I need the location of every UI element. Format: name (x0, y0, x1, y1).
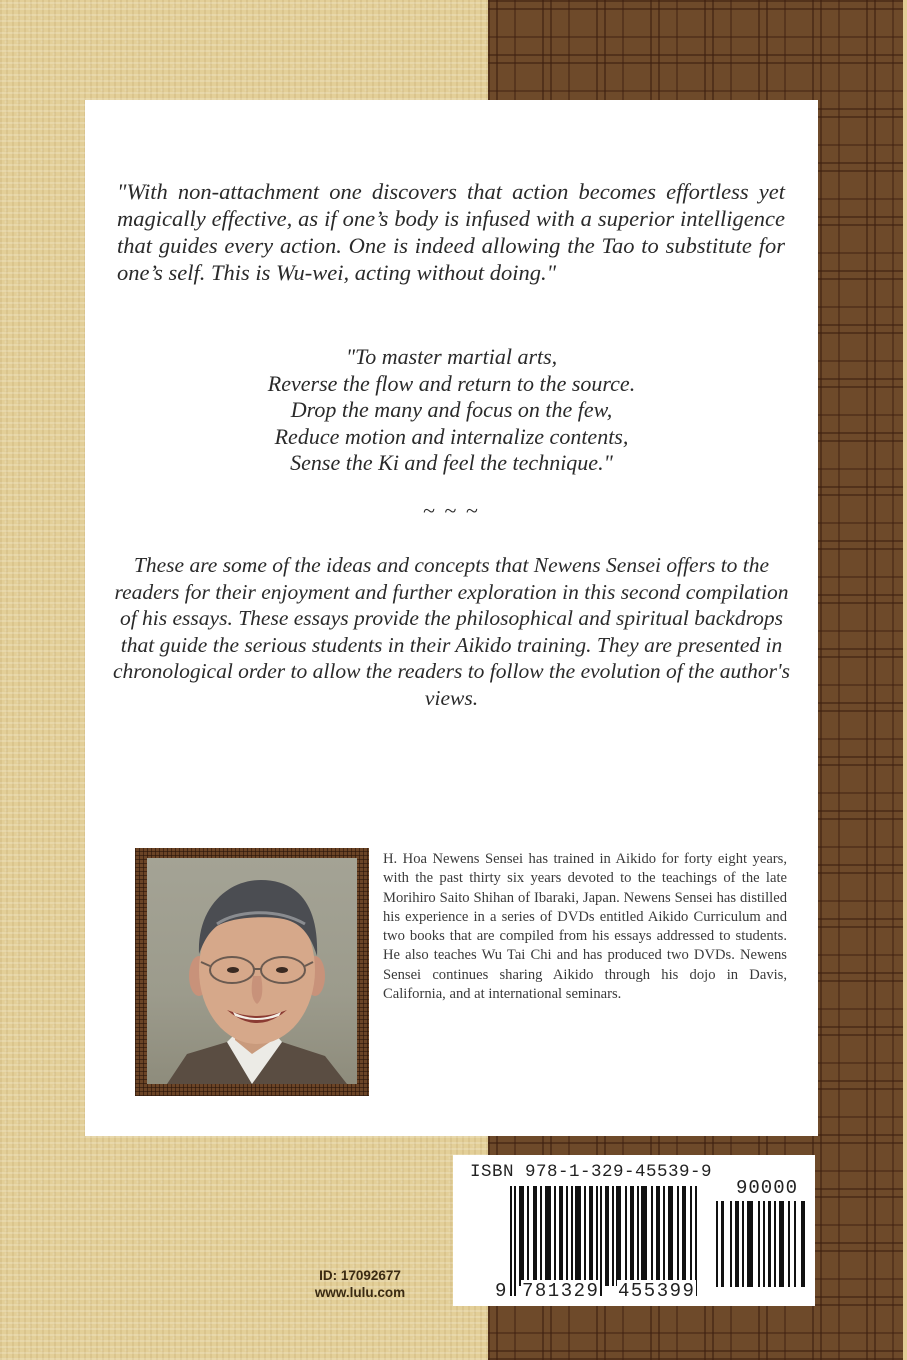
book-description: These are some of the ideas and concepts that Newens Sensei offers to the readers for their enjoyment and further exploration in this second compilation of his essays. These essays provide the philosophical and spiritual backdrops that guide the serious students in their Aikido training. They are presented in chronological order to allow the readers to follow the evolution of the author's views. (112, 553, 791, 710)
poem-line: Drop the many and focus on the few, (290, 397, 613, 422)
author-photo (147, 858, 357, 1084)
publisher-id: ID: 17092677 (319, 1268, 401, 1283)
isbn-barcode (453, 1155, 815, 1306)
poem-line: Reduce motion and internalize contents, (274, 423, 629, 449)
publisher-url: www.lulu.com (314, 1285, 406, 1300)
publisher-info (280, 1267, 440, 1301)
price-code: 90000 (736, 1177, 799, 1199)
isbn-label: ISBN 978-1-329-45539-9 (470, 1162, 713, 1182)
section-separator: ~ ~ ~ (423, 498, 480, 523)
price-barcode-bars (716, 1201, 811, 1287)
opening-quote: "With non-attachment one discovers that action becomes effortless yet magically effective, as if one’s body is infused with a superior intelligence that guides every action. One is indeed allowing the Tao to substitute for one’s self. This is Wu-wei, acting without doing." (117, 179, 785, 285)
ean-group-1: 781329 (522, 1280, 600, 1302)
ean-group-2: 455399 (618, 1280, 696, 1302)
author-photo-frame (135, 848, 369, 1096)
poem-line: Sense the Ki and feel the technique." (290, 450, 613, 475)
ean-first-digit: 9 (495, 1280, 507, 1302)
poem-line: Reverse the flow and return to the source. (267, 370, 636, 396)
text-card (85, 100, 818, 1136)
author-bio: H. Hoa Newens Sensei has trained in Aikido for forty eight years, with the past thirty six years devoted to the teachings of the late Morihiro Saito Shihan of Ibaraki, Japan. Newens Sensei has distilled his experience in a series of DVDs entitled Aikido Curriculum and two books that are compiled from his essays addressed to students. He also teaches Wu Tai Chi and has produced two DVDs. Newens Sensei continues sharing Aikido through his dojo in Davis, California, and at international seminars. (383, 851, 787, 1003)
poem (85, 344, 818, 477)
right-edge-strip (903, 0, 907, 1360)
poem-line: "To master martial arts, (345, 344, 558, 369)
author-portrait-illustration (147, 858, 357, 1084)
